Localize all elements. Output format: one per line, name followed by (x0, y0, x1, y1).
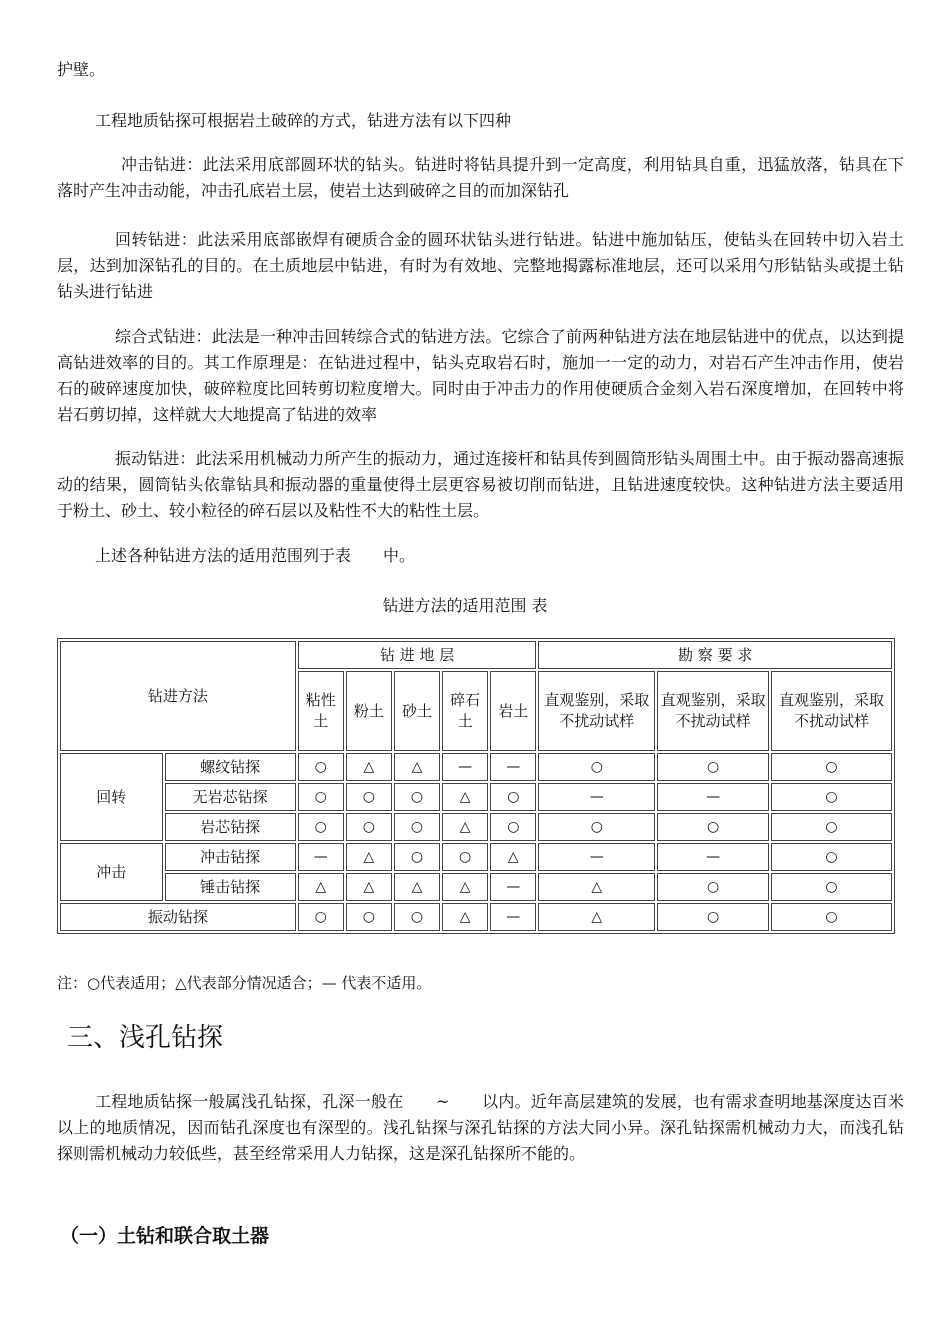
table-cell: △ (394, 753, 440, 781)
table-cell: ○ (771, 903, 892, 931)
table-cell: — (298, 843, 344, 871)
table-cell: △ (346, 753, 392, 781)
table-cell: △ (490, 843, 536, 871)
subsection-heading: （一）土钻和联合取土器 (60, 1225, 270, 1247)
header-drilling-method: 钻进方法 (60, 641, 296, 751)
table-cell: ○ (538, 813, 655, 841)
method-cell: 无岩芯钻探 (165, 783, 296, 811)
table-cell: ○ (771, 813, 892, 841)
table-cell: △ (442, 903, 488, 931)
table-cell: ○ (298, 903, 344, 931)
table-header-row (60, 641, 892, 669)
table-cell: ○ (394, 813, 440, 841)
method-cell: 冲击钻探 (165, 843, 296, 871)
header-survey-2: 直观鉴别，采取不扰动试样 (657, 671, 769, 751)
table-cell: ○ (771, 753, 892, 781)
table-cell: ○ (346, 783, 392, 811)
table-cell: — (490, 753, 536, 781)
section-heading: 三、浅孔钻探 (67, 1023, 224, 1053)
table-row (60, 813, 892, 841)
table-cell: △ (346, 873, 392, 901)
table-cell: — (442, 753, 488, 781)
table-cell: ○ (298, 753, 344, 781)
table-cell: △ (538, 903, 655, 931)
table-cell: — (538, 783, 655, 811)
paragraph-intro-methods: 工程地质钻探可根据岩土破碎的方式，钻进方法有以下四种 (95, 111, 512, 130)
table-cell: △ (346, 843, 392, 871)
table-cell: ○ (657, 873, 769, 901)
table-cell: — (490, 873, 536, 901)
table-cell: ○ (490, 783, 536, 811)
table-cell: ○ (442, 843, 488, 871)
table-row (60, 783, 892, 811)
header-stratum-sand: 砂土 (394, 671, 440, 751)
table-cell: ○ (394, 843, 440, 871)
table-cell: ○ (771, 873, 892, 901)
table-note: 注：○代表适用；△代表部分情况适合；— 代表不适用。 (57, 974, 432, 992)
table-row (60, 903, 892, 931)
header-survey-3: 直观鉴别，采取不扰动试样 (771, 671, 892, 751)
table-row (60, 843, 892, 871)
method-cell: 锤击钻探 (165, 873, 296, 901)
table-cell: △ (442, 813, 488, 841)
header-stratum-gravel: 碎石土 (442, 671, 488, 751)
header-survey-requirements: 勘 察 要 求 (538, 641, 892, 669)
table-cell: △ (442, 783, 488, 811)
table-cell: — (657, 783, 769, 811)
header-stratum-clay: 粘性土 (298, 671, 344, 751)
header-stratum-silt: 粉土 (346, 671, 392, 751)
table-cell: ○ (538, 753, 655, 781)
table-cell: — (657, 843, 769, 871)
header-stratum-rock: 岩土 (490, 671, 536, 751)
table-cell: ○ (657, 753, 769, 781)
header-drilling-strata: 钻 进 地 层 (298, 641, 537, 669)
group-label-rotary: 回转 (60, 753, 163, 841)
table-cell: ○ (394, 903, 440, 931)
paragraph-percussion-drilling: 冲击钻进：此法采用底部圆环状的钻头。钻进时将钻具提升到一定高度，利用钻具自重，迅猛放落，钻具在下落时产生冲击动能，冲击孔底岩土层，使岩土达到破碎之目的而加深钻孔 (57, 155, 904, 200)
paragraph-vibration-drilling: 振动钻进：此法采用机械动力所产生的振动力，通过连接杆和钻具传到圆筒形钻头周围土中。由于振动器高速振动的结果，圆筒钻头依靠钻具和振动器的重量使得土层更容易被切削而钻进，且钻进速度较快。这种钻进方法主要适用于粉土、砂土、较小粒径的碎石层以及粘性不大的粘性土层。 (57, 449, 904, 520)
group-label-percussion: 冲击 (60, 843, 163, 901)
paragraph-shallow-drilling: 工程地质钻探一般属浅孔钻探，孔深一般在 ~ 以内。近年高层建筑的发展，也有需求查明地基深度达百米以上的地质情况，因而钻孔深度也有深型的。浅孔钻探与深孔钻探的方法大同小异。深孔钻探需机械动力大，而浅孔钻探则需机械动力较低些，甚至经常采用人力钻探，这是深孔钻探所不能的。 (57, 1092, 904, 1163)
paragraph-combined-drilling: 综合式钻进：此法是一种冲击回转综合式的钻进方法。它综合了前两种钻进方法在地层钻进中的优点，以达到提高钻进效率的目的。其工作原理是：在钻进过程中，钻头克取岩石时，施加一一定的动力，对岩石产生冲击作用，使岩石的破碎速度加快，破碎粒度比回转剪切粒度增大。同时由于冲击力的作用使硬质合金刻入岩石深度增加，在回转中将岩石剪切掉，这样就大大地提高了钻进的效率 (57, 327, 904, 424)
table-cell: △ (394, 873, 440, 901)
paragraph-wall-protection: 护壁。 (57, 60, 106, 79)
table-cell: — (538, 843, 655, 871)
table-cell: ○ (657, 813, 769, 841)
paragraph-rotary-drilling: 回转钻进：此法采用底部嵌焊有硬质合金的圆环状钻头进行钻进。钻进中施加钻压，使钻头在回转中切入岩土层，达到加深钻孔的目的。在土质地层中钻进，有时为有效地、完整地揭露标准地层，还可以采用勺形钻钻头或提土钻钻头进行钻进 (57, 230, 904, 301)
drilling-methods-table (57, 638, 895, 934)
table-cell: ○ (771, 783, 892, 811)
header-survey-1: 直观鉴别，采取不扰动试样 (538, 671, 655, 751)
method-cell: 螺纹钻探 (165, 753, 296, 781)
table-row (60, 753, 892, 781)
table-cell: ○ (298, 783, 344, 811)
table-cell: ○ (298, 813, 344, 841)
table-cell: ○ (771, 843, 892, 871)
paragraph-table-reference: 上述各种钻进方法的适用范围列于表 中。 (95, 546, 416, 565)
method-cell-vibration: 振动钻探 (60, 903, 296, 931)
table-row (60, 873, 892, 901)
table-cell: △ (538, 873, 655, 901)
table-cell: △ (298, 873, 344, 901)
method-cell: 岩芯钻探 (165, 813, 296, 841)
table-cell: △ (442, 873, 488, 901)
table-caption: 钻进方法的适用范围 表 (382, 596, 548, 615)
table-cell: ○ (394, 783, 440, 811)
table-cell: — (490, 903, 536, 931)
table-cell: ○ (346, 813, 392, 841)
table-cell: ○ (657, 903, 769, 931)
table-cell: ○ (346, 903, 392, 931)
table-cell: ○ (490, 813, 536, 841)
